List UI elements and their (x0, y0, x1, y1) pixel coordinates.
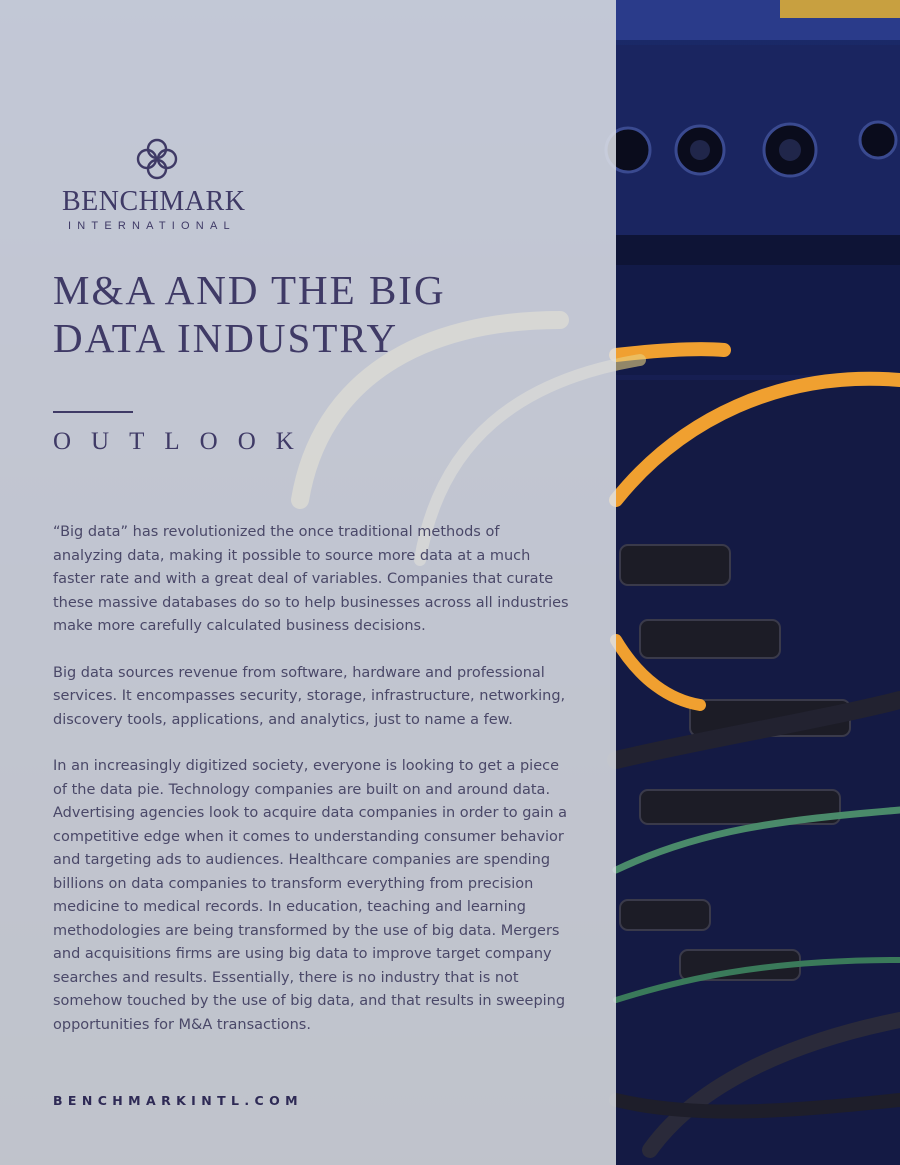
paragraph-2: Big data sources revenue from software, hardware and professional services. It encompasses security, storage, infrastructure, networking, discovery tools, applications, and analytics, just to name a few. (53, 664, 566, 728)
page-title-line-2: DATA INDUSTRY (53, 315, 399, 361)
title-divider (53, 411, 133, 413)
paragraph-1: “Big data” has revolutionized the once traditional methods of analyzing data, making it possible to source more data at a much faster rate and with a great deal of variables. Companies that curate these massive databases do so to help businesses across all industries make more carefully calculated business decisions. (53, 524, 569, 634)
page-title-line-1: M&A AND THE BIG (53, 267, 446, 313)
brand-subtitle: INTERNATIONAL (68, 220, 236, 232)
brand-name: BENCHMARK (62, 186, 246, 217)
body-text (53, 521, 573, 1060)
website-link[interactable]: BENCHMARKINTL.COM (53, 1093, 303, 1108)
page-title (53, 266, 573, 362)
section-label: OUTLOOK (53, 428, 314, 455)
quatrefoil-knot-icon (134, 136, 180, 182)
paragraph-3: In an increasingly digitized society, everyone is looking to get a piece of the data pie. Technology companies are built on and around data. Advertising agencies look to acquire data companies in order to gain a competitive edge when it comes to understanding consumer behavior and targeting ads to audiences. Healthcare companies are spending billions on data companies to transform everything from precision medicine to medical records. In education, teaching and learning methodologies are being transformed by the use of big data. Mergers and acquisitions firms are using big data to improve target company searches and results. Essentially, there is no industry that is not somehow touched by the use of big data, and that results in sweeping opportunities for M&A transactions. (53, 758, 568, 1033)
